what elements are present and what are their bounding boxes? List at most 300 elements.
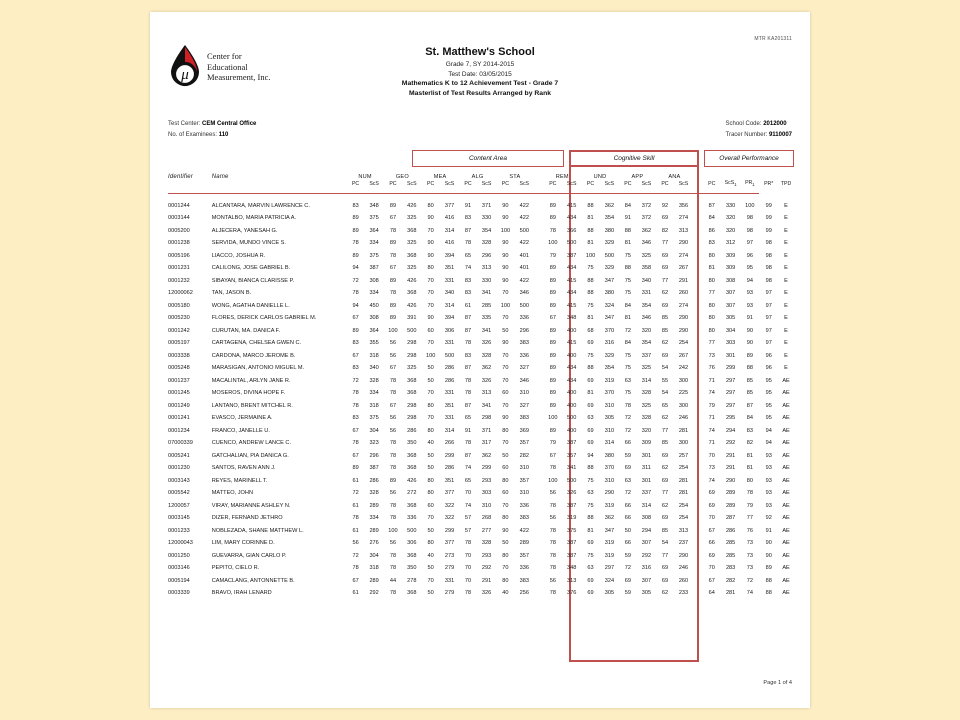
cell-app-scs: 316 xyxy=(641,565,652,572)
cell-alg-pc: 78 xyxy=(464,440,472,447)
cell-overall-tpd: E xyxy=(784,365,788,372)
cell-rem-scs: 387 xyxy=(567,540,577,547)
cell-num-pc: 61 xyxy=(352,477,359,484)
cell-und-pc: 75 xyxy=(587,352,594,359)
cell-ana-scs: 281 xyxy=(678,490,689,497)
cell-overall-scs: 292 xyxy=(725,440,736,447)
cell-rem-pc: 89 xyxy=(549,277,556,284)
cell-sta-pc: 60 xyxy=(502,465,509,472)
cell-spacer xyxy=(693,412,703,425)
cell-app-pc: 75 xyxy=(624,390,632,397)
col-group-geo: GEO xyxy=(395,174,409,180)
cell-sta-scs: 296 xyxy=(519,327,529,334)
cell-rem-pc: 89 xyxy=(549,340,556,347)
cell-app-scs: 337 xyxy=(641,490,652,497)
tracer-label: Tracer Number: xyxy=(725,132,768,138)
cell-sta-pc: 100 xyxy=(500,302,511,309)
cell-name: PEPITO, CIELO R. xyxy=(211,565,260,572)
cell-sta-scs: 327 xyxy=(519,365,529,372)
cell-num-scs: 355 xyxy=(369,340,379,347)
cell-mea-pc: 60 xyxy=(427,327,434,334)
cell-app-pc: 63 xyxy=(624,377,632,384)
cell-rem-scs: 400 xyxy=(567,390,577,397)
cell-ana-pc: 69 xyxy=(661,577,669,584)
cell-sta-scs: 422 xyxy=(519,202,529,209)
cell-sta-pc: 80 xyxy=(502,515,509,522)
cell-alg-scs: 354 xyxy=(481,227,492,234)
cell-geo-scs: 325 xyxy=(407,265,417,272)
cell-geo-scs: 500 xyxy=(407,327,417,334)
table-row[interactable] xyxy=(168,262,794,275)
cell-rem-pc: 89 xyxy=(549,390,556,397)
cell-alg-scs: 371 xyxy=(481,202,492,209)
cell-spacer xyxy=(693,450,703,463)
table-row[interactable] xyxy=(168,450,794,463)
cell-identifier: 07000339 xyxy=(168,440,193,447)
sub-rem-scs: ScS xyxy=(566,180,577,187)
cell-overall-pr: 88 xyxy=(746,365,753,372)
cell-app-pc: 50 xyxy=(624,527,632,534)
table-row[interactable] xyxy=(168,212,794,225)
cell-und-pc: 63 xyxy=(587,415,594,422)
cell-spacer xyxy=(534,387,544,400)
cell-app-scs: 292 xyxy=(641,552,652,559)
cell-overall-scs: 304 xyxy=(725,327,736,334)
cell-ana-pc: 77 xyxy=(661,427,669,434)
cell-ana-pc: 62 xyxy=(661,465,669,472)
cell-overall-scs: 294 xyxy=(725,427,736,434)
cell-mea-pc: 40 xyxy=(427,552,434,559)
cell-num-pc: 61 xyxy=(352,527,359,534)
cell-ana-scs: 254 xyxy=(678,340,689,347)
cell-overall-pr: 82 xyxy=(746,440,753,447)
cell-rem-pc: 89 xyxy=(549,402,556,409)
cell-spacer xyxy=(534,512,544,525)
cell-app-scs: 362 xyxy=(641,227,652,234)
cell-spacer xyxy=(693,312,703,325)
cell-num-pc: 89 xyxy=(352,252,359,259)
cell-alg-pc: 65 xyxy=(464,415,472,422)
cell-name: CARTAGENA, CHELSEA GWEN C. xyxy=(211,340,302,347)
cell-overall-pr-star: 98 xyxy=(765,265,772,272)
table-row[interactable] xyxy=(168,400,794,413)
cell-mea-scs: 314 xyxy=(444,302,455,309)
cell-overall-pr: 80 xyxy=(746,477,753,484)
cell-app-pc: 66 xyxy=(624,502,632,509)
cell-num-pc: 72 xyxy=(352,490,359,497)
cell-ana-scs: 356 xyxy=(678,202,689,209)
cell-rem-pc: 89 xyxy=(549,290,556,297)
cell-rem-pc: 67 xyxy=(549,315,556,322)
cell-sta-pc: 70 xyxy=(502,365,509,372)
cell-sta-pc: 50 xyxy=(502,327,509,334)
cell-geo-pc: 78 xyxy=(389,452,397,459)
cell-app-pc: 72 xyxy=(624,565,632,572)
cell-sta-scs: 336 xyxy=(519,315,529,322)
table-row[interactable] xyxy=(168,250,794,263)
cell-spacer xyxy=(693,237,703,250)
cell-geo-scs: 298 xyxy=(407,415,417,422)
table-row[interactable] xyxy=(168,425,794,438)
col-group-num: NUM xyxy=(358,174,372,180)
cell-geo-scs: 325 xyxy=(407,240,417,247)
col-group-mea: MEA xyxy=(433,174,447,180)
cell-sta-scs: 422 xyxy=(519,527,529,534)
cell-mea-scs: 331 xyxy=(444,390,455,397)
cell-identifier: 0005180 xyxy=(168,302,190,309)
cell-ana-scs: 225 xyxy=(678,390,689,397)
cell-ana-scs: 254 xyxy=(678,515,689,522)
cell-overall-pr-star: 93 xyxy=(765,465,772,472)
cell-identifier: 0001242 xyxy=(168,327,190,334)
cell-num-pc: 78 xyxy=(352,290,359,297)
cell-overall-tpd: E xyxy=(784,265,788,272)
cell-rem-pc: 89 xyxy=(549,327,556,334)
cell-und-scs: 370 xyxy=(604,327,615,334)
cell-app-scs: 294 xyxy=(641,527,652,534)
cell-und-scs: 314 xyxy=(604,440,615,447)
cell-num-scs: 308 xyxy=(369,277,379,284)
cell-rem-scs: 366 xyxy=(567,227,577,234)
table-row[interactable] xyxy=(168,350,794,363)
cell-und-pc: 88 xyxy=(587,365,594,372)
cell-ana-pc: 92 xyxy=(661,202,669,209)
cell-sta-pc: 60 xyxy=(502,390,509,397)
table-row[interactable] xyxy=(168,475,794,488)
cell-num-scs: 304 xyxy=(369,552,379,559)
cell-sta-scs: 357 xyxy=(519,440,529,447)
cell-mea-pc: 90 xyxy=(427,240,434,247)
cell-app-pc: 84 xyxy=(624,202,632,209)
cell-overall-pc: 86 xyxy=(708,227,715,234)
col-group-ana: ANA xyxy=(668,174,681,180)
cell-app-scs: 309 xyxy=(641,440,652,447)
cell-spacer xyxy=(693,487,703,500)
table-row[interactable] xyxy=(168,312,794,325)
cell-overall-pc: 77 xyxy=(708,340,715,347)
table-row[interactable] xyxy=(168,537,794,550)
cell-mea-pc: 90 xyxy=(427,252,434,259)
cell-spacer xyxy=(534,300,544,313)
cell-overall-pc: 87 xyxy=(708,202,715,209)
cell-spacer xyxy=(534,437,544,450)
cell-ana-scs: 290 xyxy=(678,315,689,322)
cell-name: FLORES, DERICK CARLOS GABRIEL M. xyxy=(211,315,317,322)
cell-geo-scs: 298 xyxy=(407,402,417,409)
cell-overall-pc: 71 xyxy=(708,415,715,422)
cell-ana-pc: 69 xyxy=(661,565,669,572)
cell-rem-scs: 387 xyxy=(567,252,577,259)
cell-alg-pc: 57 xyxy=(464,515,472,522)
cell-overall-pc: 81 xyxy=(708,265,715,272)
cell-identifier: 0003145 xyxy=(168,515,190,522)
cell-mea-pc: 70 xyxy=(427,577,434,584)
cell-ana-scs: 291 xyxy=(678,277,689,284)
cell-identifier: 0001238 xyxy=(168,240,190,247)
cell-und-pc: 75 xyxy=(587,265,594,272)
cell-geo-pc: 100 xyxy=(388,527,398,534)
cell-overall-pc: 77 xyxy=(708,290,715,297)
cell-und-scs: 310 xyxy=(604,402,615,409)
table-row[interactable] xyxy=(168,275,794,288)
table-row[interactable] xyxy=(168,512,794,525)
cell-geo-pc: 78 xyxy=(389,552,397,559)
cell-overall-pr: 77 xyxy=(746,515,753,522)
cell-mea-scs: 394 xyxy=(444,252,455,259)
cell-und-scs: 370 xyxy=(604,465,615,472)
col-group-alg: ALG xyxy=(471,174,484,180)
logo-line-2: Educational xyxy=(207,61,248,72)
table-row[interactable] xyxy=(168,487,794,500)
cell-ana-scs: 313 xyxy=(678,527,689,534)
tracer-value: 9110007 xyxy=(768,132,792,138)
sub-und-pc: PC xyxy=(586,180,595,187)
cell-geo-scs: 286 xyxy=(407,427,417,434)
cell-overall-pc: 71 xyxy=(708,440,715,447)
cell-rem-scs: 319 xyxy=(567,515,577,522)
cell-ana-pc: 77 xyxy=(661,277,669,284)
cell-app-scs: 328 xyxy=(641,415,652,422)
cell-alg-scs: 328 xyxy=(481,540,492,547)
cell-identifier: 0003143 xyxy=(168,477,190,484)
cell-alg-pc: 83 xyxy=(464,277,472,284)
cell-alg-pc: 83 xyxy=(464,215,472,222)
cell-geo-scs: 306 xyxy=(407,540,417,547)
cell-mea-pc: 50 xyxy=(427,365,434,372)
cell-und-pc: 63 xyxy=(587,490,594,497)
masterlist-table xyxy=(168,174,794,600)
table-row[interactable] xyxy=(168,587,794,600)
cell-geo-pc: 56 xyxy=(389,340,397,347)
cell-sta-scs: 422 xyxy=(519,240,529,247)
cell-num-scs: 289 xyxy=(369,502,379,509)
cell-mea-pc: 80 xyxy=(427,490,434,497)
cell-overall-scs: 309 xyxy=(725,252,736,259)
cell-spacer xyxy=(534,500,544,513)
cell-sta-pc: 90 xyxy=(502,527,509,534)
cell-rem-pc: 89 xyxy=(549,352,556,359)
cell-rem-pc: 78 xyxy=(549,590,556,597)
cell-num-scs: 348 xyxy=(369,202,379,209)
cell-spacer xyxy=(693,225,703,238)
sub-app-scs: ScS xyxy=(641,180,652,187)
cell-spacer xyxy=(693,275,703,288)
cell-app-scs: 307 xyxy=(641,540,652,547)
cell-und-scs: 380 xyxy=(604,452,615,459)
table-row[interactable] xyxy=(168,500,794,513)
group-box-cognitive-skill: Cognitive Skill xyxy=(569,150,699,167)
table-row[interactable] xyxy=(168,525,794,538)
cell-overall-pr-star: 99 xyxy=(765,227,772,234)
cell-overall-pr: 90 xyxy=(746,340,753,347)
cell-und-scs: 319 xyxy=(604,377,615,384)
table-row[interactable] xyxy=(168,300,794,313)
table-row[interactable] xyxy=(168,362,794,375)
cell-identifier: 0001231 xyxy=(168,265,190,272)
cell-mea-scs: 394 xyxy=(444,315,455,322)
cell-sta-pc: 70 xyxy=(502,315,509,322)
table-row[interactable] xyxy=(168,225,794,238)
cell-name: WONG, AGATHA DANIELLE L. xyxy=(211,302,290,309)
table-row[interactable] xyxy=(168,337,794,350)
cell-mea-scs: 331 xyxy=(444,340,455,347)
cell-ana-scs: 313 xyxy=(678,227,689,234)
cell-und-pc: 88 xyxy=(587,227,594,234)
cell-und-pc: 69 xyxy=(587,340,594,347)
cell-ana-pc: 85 xyxy=(661,315,669,322)
cell-overall-pr-star: 97 xyxy=(765,315,772,322)
cell-sta-pc: 70 xyxy=(502,377,509,384)
cell-app-pc: 66 xyxy=(624,515,632,522)
cell-und-pc: 69 xyxy=(587,590,594,597)
cell-sta-scs: 282 xyxy=(519,452,529,459)
cell-overall-tpd: AE xyxy=(782,402,790,409)
cell-overall-pc: 69 xyxy=(708,490,715,497)
cell-overall-tpd: E xyxy=(784,215,788,222)
cell-sta-scs: 383 xyxy=(519,340,529,347)
cell-ana-pc: 82 xyxy=(661,227,669,234)
cell-identifier: 12000062 xyxy=(168,290,193,297)
cell-overall-scs: 307 xyxy=(725,290,736,297)
cell-sta-pc: 80 xyxy=(502,577,509,584)
cell-num-pc: 89 xyxy=(352,215,359,222)
school-code-row xyxy=(726,119,793,130)
cell-sta-pc: 90 xyxy=(502,215,509,222)
cell-spacer xyxy=(534,400,544,413)
cell-geo-scs: 350 xyxy=(407,440,417,447)
table-row[interactable] xyxy=(168,375,794,388)
cell-overall-tpd: AE xyxy=(782,377,790,384)
cell-app-scs: 311 xyxy=(641,465,651,472)
col-group-und: UND xyxy=(593,174,607,180)
cell-rem-pc: 89 xyxy=(549,265,556,272)
table-row[interactable] xyxy=(168,412,794,425)
cell-spacer xyxy=(693,500,703,513)
cell-mea-scs: 306 xyxy=(444,327,455,334)
cell-rem-scs: 434 xyxy=(567,365,577,372)
cell-overall-pr: 73 xyxy=(746,552,753,559)
cell-ana-scs: 254 xyxy=(678,502,689,509)
cell-overall-pr: 73 xyxy=(746,540,753,547)
cell-alg-scs: 268 xyxy=(481,515,492,522)
cell-name: TAN, JASON B. xyxy=(211,290,252,297)
cell-overall-pr-star: 93 xyxy=(765,490,772,497)
cell-sta-scs: 369 xyxy=(519,427,529,434)
cell-sta-pc: 90 xyxy=(502,240,509,247)
cell-alg-scs: 341 xyxy=(481,290,492,297)
cell-geo-scs: 350 xyxy=(407,565,417,572)
table-row[interactable] xyxy=(168,462,794,475)
cell-overall-pr-star: 97 xyxy=(765,302,772,309)
cell-num-pc: 61 xyxy=(352,502,359,509)
cell-rem-scs: 400 xyxy=(567,352,577,359)
cell-alg-pc: 70 xyxy=(464,490,472,497)
cell-alg-scs: 328 xyxy=(481,352,492,359)
cell-overall-scs: 291 xyxy=(725,465,736,472)
cell-rem-pc: 78 xyxy=(549,465,556,472)
cell-sta-pc: 50 xyxy=(502,452,509,459)
cell-num-pc: 89 xyxy=(352,227,359,234)
meta-right xyxy=(726,119,793,141)
table-row[interactable] xyxy=(168,200,794,213)
cell-overall-tpd: AE xyxy=(782,590,790,597)
table-row[interactable] xyxy=(168,237,794,250)
cell-mea-pc: 80 xyxy=(427,477,434,484)
table-row[interactable] xyxy=(168,562,794,575)
cell-num-scs: 323 xyxy=(369,440,379,447)
cell-name: SERVIDA, MUNDO VINCE S. xyxy=(211,240,286,247)
cell-alg-scs: 277 xyxy=(481,527,492,534)
cell-sta-pc: 80 xyxy=(502,427,509,434)
cell-overall-pr-star: 99 xyxy=(765,202,772,209)
cell-geo-pc: 78 xyxy=(389,227,397,234)
cell-rem-pc: 79 xyxy=(549,252,556,259)
cell-mea-pc: 50 xyxy=(427,590,434,597)
cell-name: VIRAY, MARIANNE ASHLEY N. xyxy=(211,502,291,509)
cell-geo-pc: 78 xyxy=(389,565,397,572)
table-row[interactable] xyxy=(168,437,794,450)
cell-mea-pc: 70 xyxy=(427,227,434,234)
cell-alg-scs: 326 xyxy=(481,377,492,384)
cell-app-scs: 314 xyxy=(641,502,652,509)
cell-ana-pc: 62 xyxy=(661,415,669,422)
cell-overall-tpd: E xyxy=(784,252,788,259)
table-row[interactable] xyxy=(168,325,794,338)
table-row[interactable] xyxy=(168,550,794,563)
cell-alg-scs: 371 xyxy=(481,427,492,434)
cell-geo-scs: 426 xyxy=(407,302,417,309)
cell-geo-scs: 368 xyxy=(407,390,417,397)
cell-overall-tpd: AE xyxy=(782,527,790,534)
cell-spacer xyxy=(693,437,703,450)
table-row[interactable] xyxy=(168,387,794,400)
cell-overall-tpd: AE xyxy=(782,465,790,472)
cell-rem-scs: 434 xyxy=(567,265,577,272)
cell-overall-pr: 91 xyxy=(746,315,753,322)
cell-sta-pc: 70 xyxy=(502,352,509,359)
cell-geo-scs: 298 xyxy=(407,352,417,359)
cell-spacer xyxy=(693,325,703,338)
cell-ana-scs: 254 xyxy=(678,465,689,472)
cell-num-scs: 318 xyxy=(369,565,379,572)
cell-overall-tpd: AE xyxy=(782,452,790,459)
cell-mea-pc: 80 xyxy=(427,540,434,547)
cell-app-scs: 354 xyxy=(641,340,652,347)
cell-overall-pr: 87 xyxy=(746,402,753,409)
cell-overall-pr: 90 xyxy=(746,327,753,334)
cell-overall-pr: 95 xyxy=(746,265,753,272)
table-row[interactable] xyxy=(168,575,794,588)
cell-name: MACALINTAL, ARLYN JANE R. xyxy=(211,377,291,384)
table-row[interactable] xyxy=(168,287,794,300)
page-footer: Page 1 of 4 xyxy=(763,680,792,686)
cell-overall-pr: 97 xyxy=(746,240,753,247)
cell-name: MARASIGAN, ANTONIO MIGUEL M. xyxy=(211,365,305,372)
cell-mea-scs: 500 xyxy=(444,352,455,359)
examinees-label: No. of Examinees: xyxy=(168,132,218,138)
cell-num-pc: 83 xyxy=(352,365,359,372)
cell-app-scs: 340 xyxy=(641,277,652,284)
cell-und-pc: 69 xyxy=(587,440,594,447)
cell-rem-pc: 78 xyxy=(549,552,556,559)
cell-overall-pr: 79 xyxy=(746,502,753,509)
cell-geo-scs: 278 xyxy=(407,577,417,584)
cell-ana-scs: 233 xyxy=(678,590,689,597)
cell-num-pc: 72 xyxy=(352,552,359,559)
cell-rem-pc: 56 xyxy=(549,577,556,584)
cell-num-pc: 67 xyxy=(352,352,359,359)
cell-identifier: 1200057 xyxy=(168,502,190,509)
